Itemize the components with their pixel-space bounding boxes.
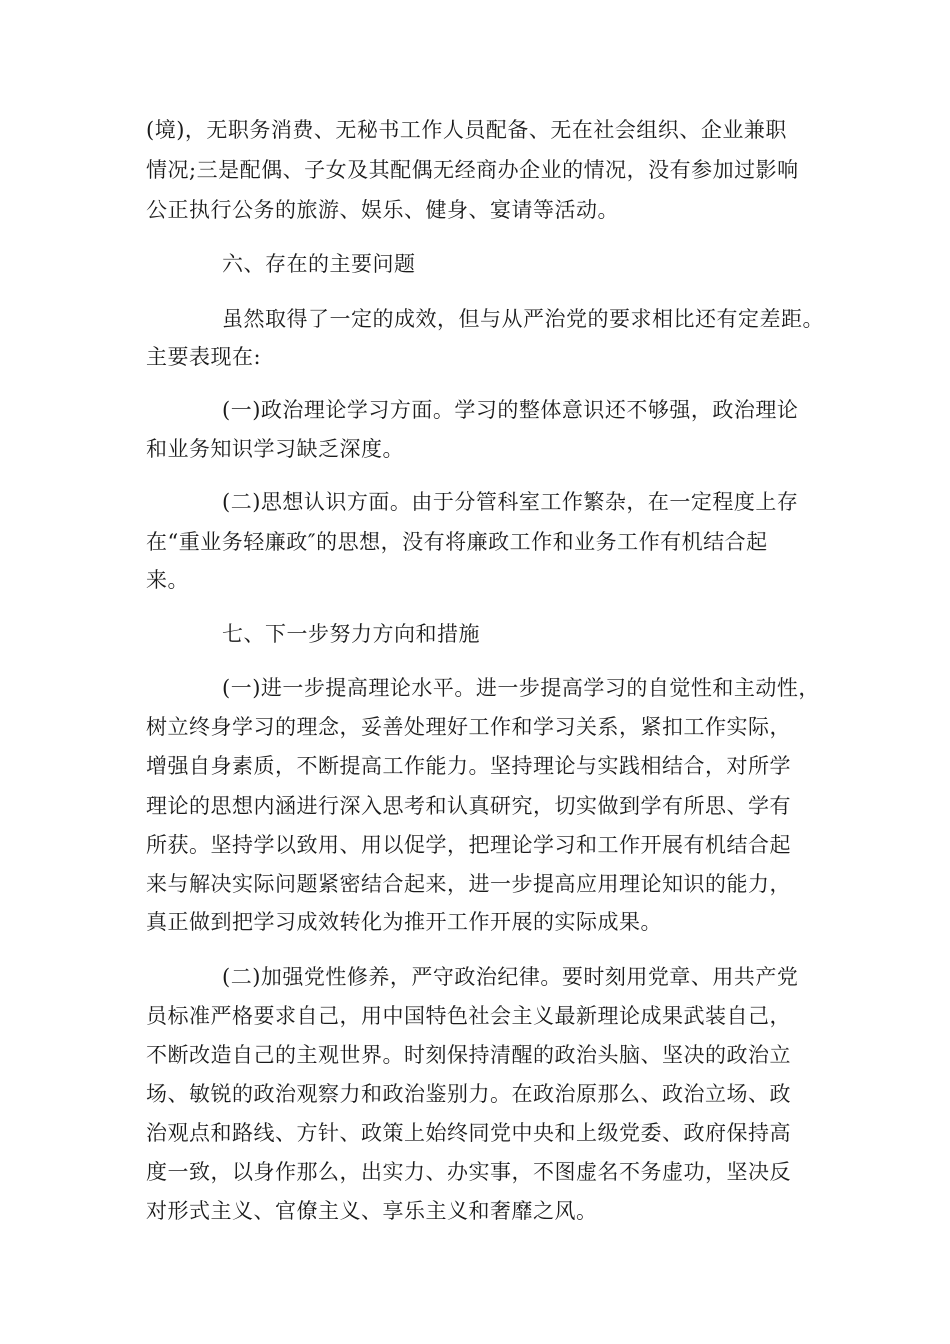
paragraph-line: 治观点和路线、方针、政策上始终同党中央和上级党委、政府保持高 xyxy=(146,1121,791,1145)
paragraph-line: 理论的思想内涵进行深入思考和认真研究，切实做到学有所思、学有 xyxy=(146,794,791,818)
paragraph-line: 度一致，以身作那么，出实力、办实事，不图虚名不务虚功，坚决反 xyxy=(146,1160,791,1184)
paragraph-line: 对形式主义、官僚主义、享乐主义和奢靡之风。 xyxy=(146,1199,598,1223)
paragraph-line: 不断改造自己的主观世界。时刻保持清醒的政治头脑、坚决的政治立 xyxy=(146,1043,791,1067)
paragraph-line: 情况;三是配偶、子女及其配偶无经商办企业的情况，没有参加过影响 xyxy=(146,158,799,182)
paragraph-line: 主要表现在: xyxy=(146,345,262,369)
paragraph-line: 员标准严格要求自己，用中国特色社会主义最新理论成果武装自己， xyxy=(146,1004,791,1028)
paragraph-line: (一)进一步提高理论水平。进一步提高学习的自觉性和主动性， xyxy=(222,676,820,700)
paragraph-line: 在“重业务轻廉政″的思想，没有将廉政工作和业务工作有机结合起 xyxy=(146,530,768,554)
paragraph-line: (二)思想认识方面。由于分管科室工作繁杂，在一定程度上存 xyxy=(222,490,799,514)
section-heading: 七、下一步努力方向和措施 xyxy=(222,622,480,646)
paragraph-line: (一)政治理论学习方面。学习的整体意识还不够强，政治理论 xyxy=(222,398,799,422)
paragraph-line: 公正执行公务的旅游、娱乐、健身、宴请等活动。 xyxy=(146,198,619,222)
paragraph-line: 所获。坚持学以致用、用以促学，把理论学习和工作开展有机结合起 xyxy=(146,833,791,857)
paragraph-line: 树立终身学习的理念，妥善处理好工作和学习关系，紧扣工作实际， xyxy=(146,715,791,739)
paragraph-line: 真正做到把学习成效转化为推开工作开展的实际成果。 xyxy=(146,910,662,934)
paragraph-line: 和业务知识学习缺乏深度。 xyxy=(146,437,404,461)
paragraph-line: 增强自身素质，不断提高工作能力。坚持理论与实践相结合，对所学 xyxy=(146,754,791,778)
paragraph-line: 来。 xyxy=(146,568,189,592)
paragraph-line: (二)加强党性修养，严守政治纪律。要时刻用党章、用共产党 xyxy=(222,965,799,989)
paragraph-line: 场、敏锐的政治观察力和政治鉴别力。在政治原那么、政治立场、政 xyxy=(146,1082,791,1106)
paragraph-line: 来与解决实际问题紧密结合起来，进一步提高应用理论知识的能力， xyxy=(146,872,791,896)
paragraph-line: 虽然取得了一定的成效，但与从严治党的要求相比还有定差距。 xyxy=(222,307,824,331)
section-heading: 六、存在的主要问题 xyxy=(222,252,416,276)
paragraph-line: (境)，无职务消费、无秘书工作人员配备、无在社会组织、企业兼职 xyxy=(146,118,787,142)
